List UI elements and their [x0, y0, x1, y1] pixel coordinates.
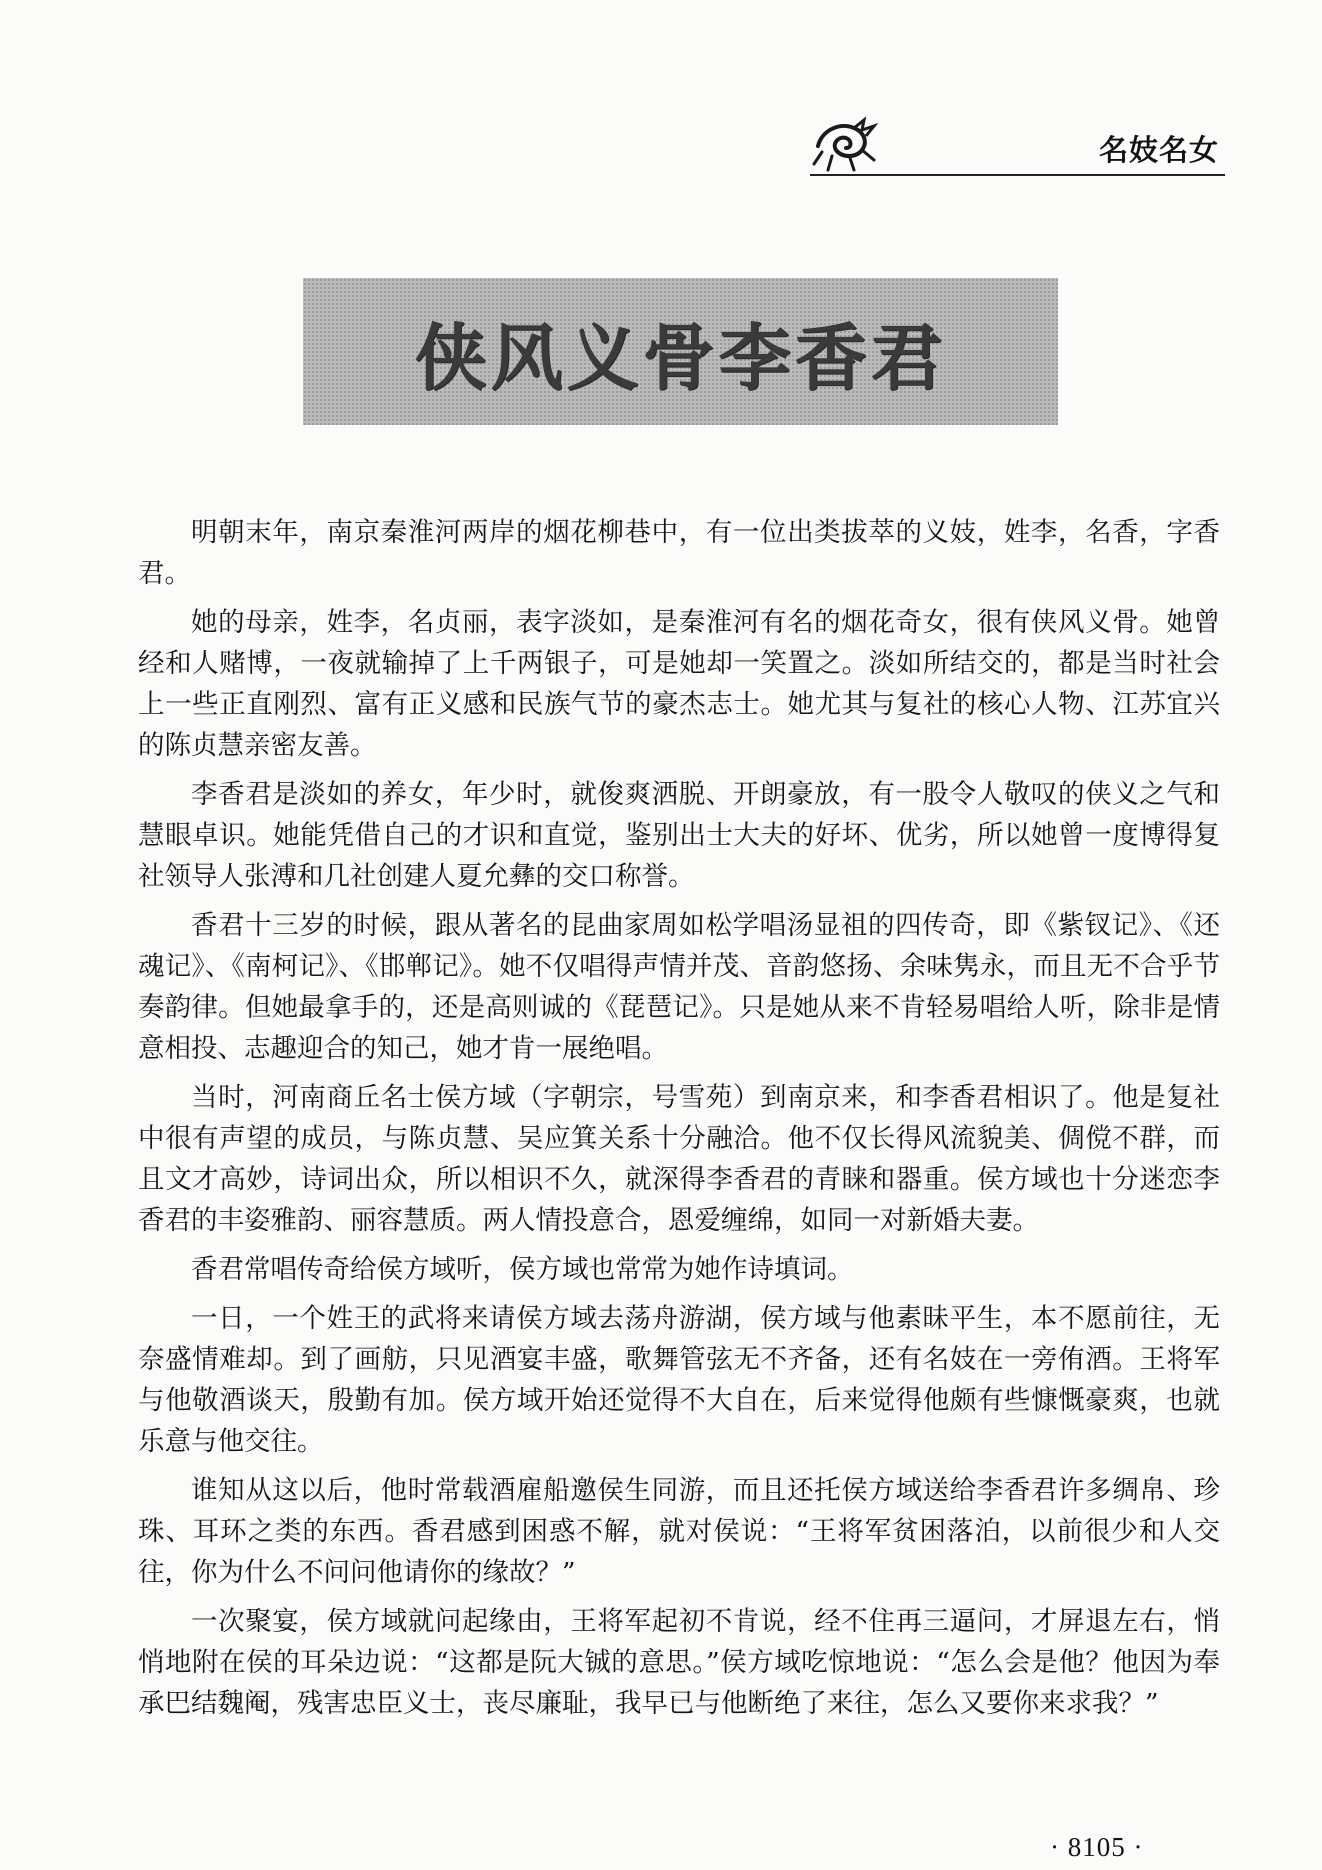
dragon-emblem-icon [810, 116, 882, 172]
paragraph: 一日，一个姓王的武将来请侯方域去荡舟游湖，侯方域与他素昧平生，本不愿前往，无奈盛情难却。到了画舫，只见酒宴丰盛，歌舞管弦无不齐备，还有名妓在一旁侑酒。王将军与他敬酒谈天，殷勤有加。侯方域开始还觉得不大自在，后来觉得他颇有些慷慨豪爽，也就乐意与他交往。 [138, 1303, 1220, 1457]
paragraph: 明朝末年，南京秦淮河两岸的烟花柳巷中，有一位出类拔萃的义妓，姓李，名香，字香君。 [138, 517, 1220, 589]
page-number: · 8105 · [1050, 1832, 1144, 1862]
paragraph: 香君常唱传奇给侯方域听，侯方域也常常为她作诗填词。 [191, 1254, 854, 1285]
paragraph: 李香君是淡如的养女，年少时，就俊爽洒脱、开朗豪放，有一股令人敬叹的侠义之气和慧眼卓识。她能凭借自己的才识和直觉，鉴别出士大夫的好坏、优劣，所以她曾一度博得复社领导人张溥和几社创建人夏允彝的交口称誉。 [138, 779, 1220, 892]
article-body [138, 512, 1220, 1732]
running-header [810, 104, 1225, 176]
paragraph: 她的母亲，姓李，名贞丽，表字淡如，是秦淮河有名的烟花奇女，很有侠风义骨。她曾经和人赌博，一夜就输掉了上千两银子，可是她却一笑置之。淡如所结交的，都是当时社会上一些正直刚烈、富有正义感和民族气节的豪杰志士。她尤其与复社的核心人物、江苏宜兴的陈贞慧亲密友善。 [138, 607, 1220, 761]
header-rule [810, 174, 1225, 176]
paragraph: 谁知从这以后，他时常载酒雇船邀侯生同游，而且还托侯方域送给李香君许多绸帛、珍珠、耳环之类的东西。香君感到困惑不解，就对侯说：“王将军贫困落泊，以前很少和人交往，你为什么不问问他请你的缘故？” [138, 1475, 1220, 1588]
section-label: 名妓名女 [1098, 133, 1219, 167]
paragraph: 香君十三岁的时候，跟从著名的昆曲家周如松学唱汤显祖的四传奇，即《紫钗记》、《还魂记》、《南柯记》、《邯郸记》。她不仅唱得声情并茂、音韵悠扬、余味隽永，而且无不合乎节奏韵律。但她最拿手的，还是高则诚的《琵琶记》。只是她从来不肯轻易唱给人听，除非是情意相投、志趣迎合的知己，她才肯一展绝唱。 [138, 910, 1220, 1064]
paragraph: 一次聚宴，侯方域就问起缘由，王将军起初不肯说，经不住再三逼问，才屏退左右，悄悄地附在侯的耳朵边说：“这都是阮大铖的意思。”侯方域吃惊地说：“怎么会是他？他因为奉承巴结魏阉，残害忠臣义士，丧尽廉耻，我早已与他断绝了来往，怎么又要你来求我？” [138, 1606, 1220, 1719]
title-banner [303, 278, 1058, 425]
paragraph: 当时，河南商丘名士侯方域（字朝宗，号雪苑）到南京来，和李香君相识了。他是复社中很有声望的成员，与陈贞慧、吴应箕关系十分融洽。他不仅长得风流貌美、倜傥不群，而且文才高妙，诗词出众，所以相识不久，就深得李香君的青睐和器重。侯方域也十分迷恋李香君的丰姿雅韵、丽容慧质。两人情投意合，恩爱缠绵，如同一对新婚夫妻。 [138, 1082, 1220, 1236]
article-title: 侠风义骨李香君 [414, 314, 947, 400]
